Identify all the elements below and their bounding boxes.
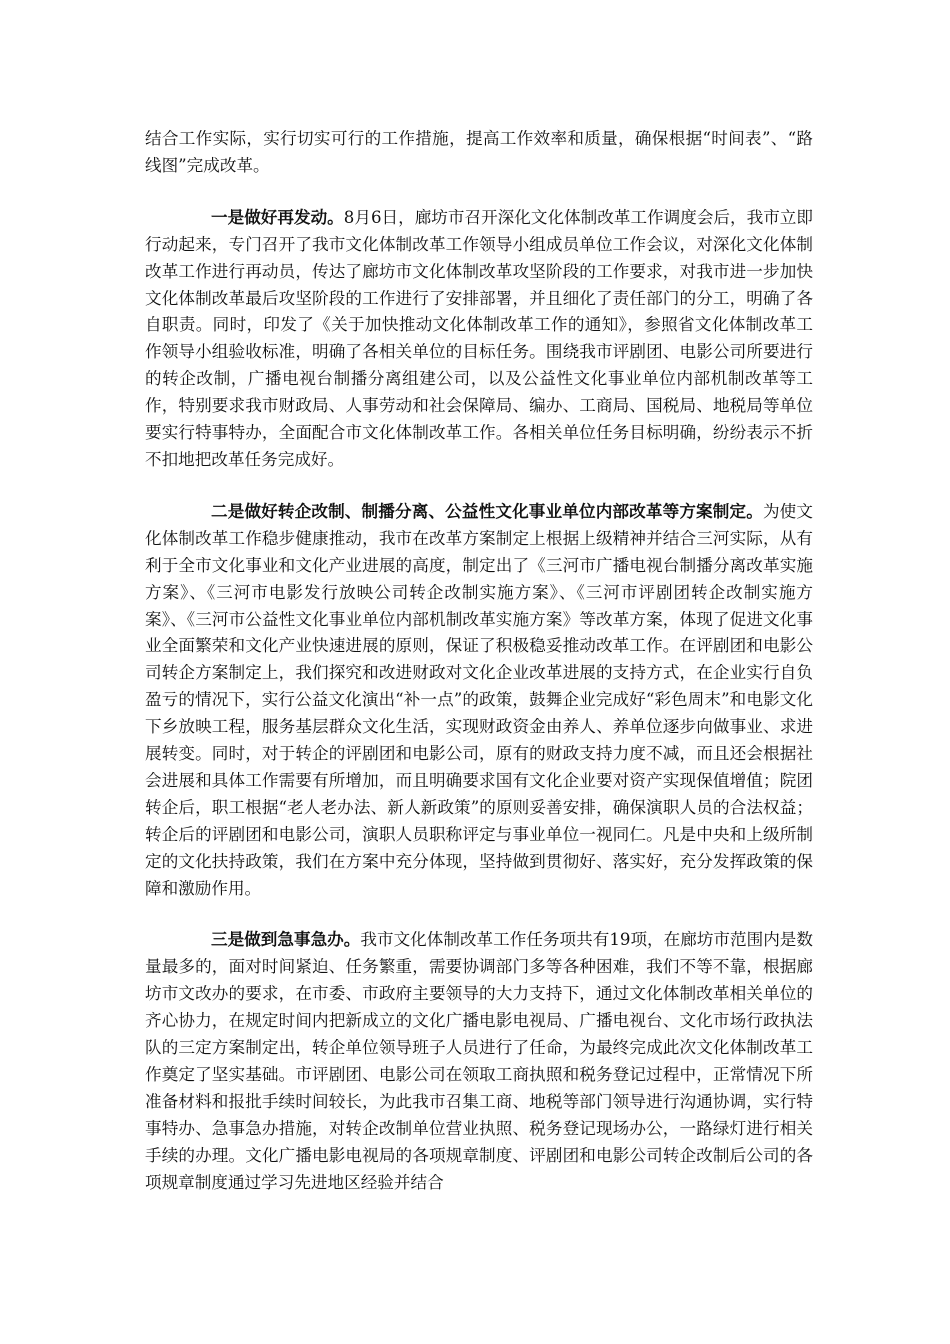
paragraph-gap bbox=[145, 180, 813, 204]
paragraph-3-text: 我市文化体制改革工作任务项共有19项，在廊坊市范围内是数量最多的，面对时间紧迫、任务繁重，需要协调部门多等各种困难，我们不等不靠，根据廊坊市文改办的要求，在市委、市政府主要领导的大力支持下，通过文化体制改革相关单位的齐心协力，在规定时间内把新成立的文化广播电影电视局、广播电视台、文化市场行政执法队的三定方案制定出，转企单位领导班子人员进行了任命，为最终完成此次文化体制改革工作奠定了坚实基础。市评剧团、电影公司在领取工商执照和税务登记过程中，正常情况下所准备材料和报批手续时间较长，为此我市召集工商、地税等部门领导进行沟通协调，实行特事特办、急事急办措施，对转企改制单位营业执照、税务登记现场办公，一路绿灯进行相关手续的办理。文化广播电影电视局的各项规章制度、评剧团和电影公司转企改制后公司的各项规章制度通过学习先进地区经验并结合 bbox=[145, 930, 813, 1192]
paragraph-1 bbox=[145, 204, 813, 474]
paragraph-1-lead: 一是做好再发动。 bbox=[211, 206, 344, 227]
paragraph-gap bbox=[145, 474, 813, 498]
paragraph-intro bbox=[145, 126, 813, 180]
document-page bbox=[145, 126, 813, 1197]
paragraph-gap bbox=[145, 902, 813, 926]
paragraph-2-text: 为使文化体制改革工作稳步健康推动，我市在改革方案制定上根据上级精神并结合三河实际，从有利于全市文化事业和文化产业进展的高度，制定出了《三河市广播电视台制播分离改革实施方案》、《三河市电影发行放映公司转企改制实施方案》、《三河市评剧团转企改制实施方案》、《三河市公益性文化事业单位内部机制改革实施方案》等改革方案，体现了促进文化事业全面繁荣和文化产业快速进展的原则，保证了积极稳妥推动改革工作。在评剧团和电影公司转企方案制定上，我们探究和改进财政对文化企业改革进展的支持方式，在企业实行自负盈亏的情况下，实行公益文化演出“补一点”的政策，鼓舞企业完成好“彩色周末”和电影文化下乡放映工程，服务基层群众文化生活，实现财政资金由养人、养单位逐步向做事业、求进展转变。同时，对于转企的评剧团和电影公司，原有的财政支持力度不减，而且还会根据社会进展和具体工作需要有所增加，而且明确要求国有文化企业要对资产实现保值增值；院团转企后，职工根据“老人老办法、新人新政策”的原则妥善安排，确保演职人员的合法权益；转企后的评剧团和电影公司，演职人员职称评定与事业单位一视同仁。凡是中央和上级所制定的文化扶持政策，我们在方案中充分体现，坚持做到贯彻好、落实好，充分发挥政策的保障和激励作用。 bbox=[145, 501, 813, 898]
paragraph-2 bbox=[145, 498, 813, 903]
paragraph-3-lead: 三是做到急事急办。 bbox=[211, 929, 361, 950]
paragraph-1-text: 8月6日，廊坊市召开深化文化体制改革工作调度会后，我市立即行动起来，专门召开了我市文化体制改革工作领导小组成员单位工作会议，对深化文化体制改革工作进行再动员，传达了廊坊市文化体制改革攻坚阶段的工作要求，对我市进一步加快文化体制改革最后攻坚阶段的工作进行了安排部署，并且细化了责任部门的分工，明确了各自职责。同时，印发了《关于加快推动文化体制改革工作的通知》，参照省文化体制改革工作领导小组验收标准，明确了各相关单位的目标任务。围绕我市评剧团、电影公司所要进行的转企改制，广播电视台制播分离组建公司，以及公益性文化事业单位内部机制改革等工作，特别要求我市财政局、人事劳动和社会保障局、编办、工商局、国税局、地税局等单位要实行特事特办，全面配合市文化体制改革工作。各相关单位任务目标明确，纷纷表示不折不扣地把改革任务完成好。 bbox=[145, 207, 813, 469]
paragraph-intro-text: 结合工作实际，实行切实可行的工作措施，提高工作效率和质量，确保根据“时间表”、“路线图”完成改革。 bbox=[145, 129, 813, 175]
paragraph-2-lead: 二是做好转企改制、制播分离、公益性文化事业单位内部改革等方案制定。 bbox=[211, 500, 763, 521]
paragraph-3 bbox=[145, 926, 813, 1196]
